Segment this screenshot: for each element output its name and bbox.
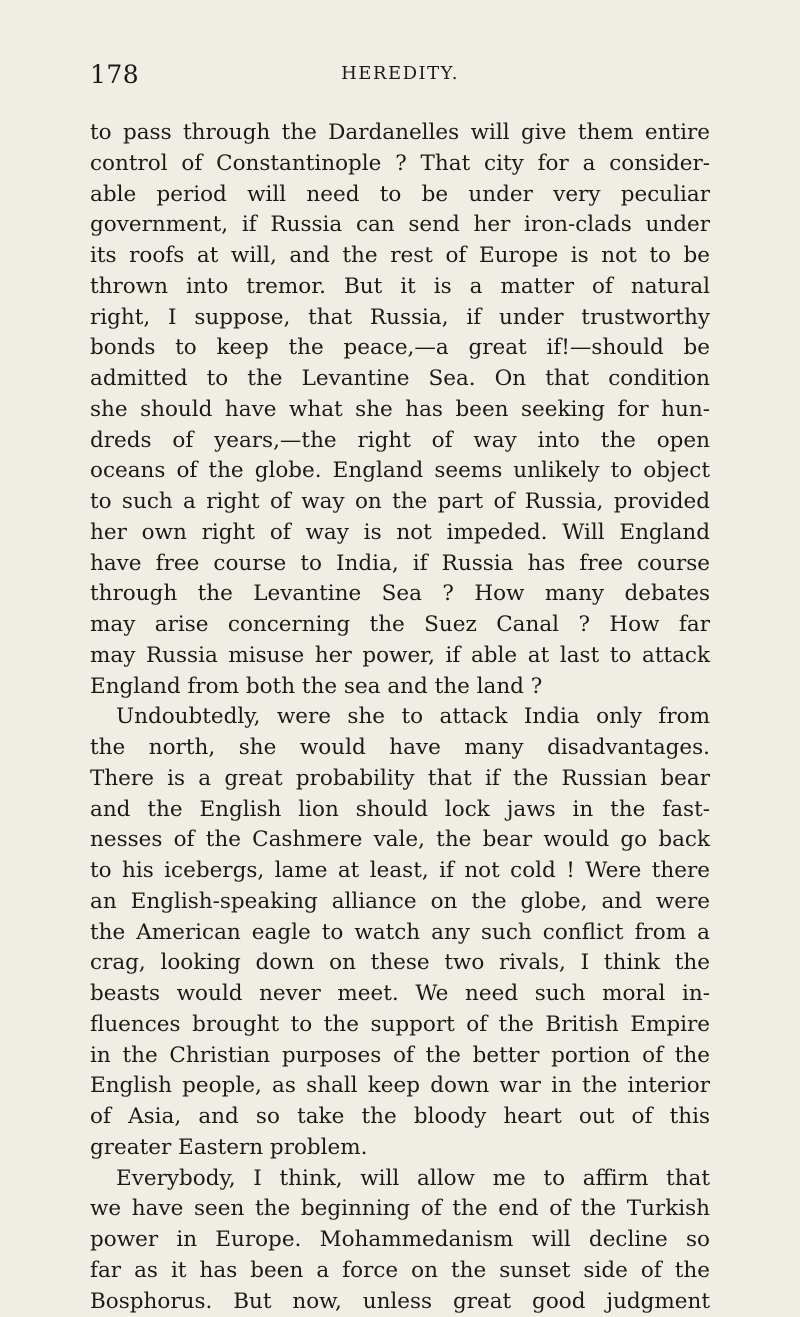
text-line: an English-speaking alliance on the globe, and were (90, 887, 710, 918)
page-number: 178 (90, 60, 139, 89)
text-line: right, I suppose, that Russia, if under trustworthy (90, 303, 710, 334)
text-line: the American eagle to watch any such conflict from a (90, 918, 710, 949)
text-line: to such a right of way on the part of Russia, provided (90, 487, 710, 518)
text-line: crag, looking down on these two rivals, I think the (90, 948, 710, 979)
page-header (90, 60, 710, 94)
text-line: power in Europe. Mohammedanism will decline so (90, 1225, 710, 1256)
text-line: oceans of the globe. England seems unlikely to object (90, 456, 710, 487)
text-line: she should have what she has been seeking for hun- (90, 395, 710, 426)
text-line: Everybody, I think, will allow me to affirm that (90, 1164, 710, 1195)
text-line: dreds of years,—the right of way into the open (90, 426, 710, 457)
text-line: beasts would never meet. We need such moral in- (90, 979, 710, 1010)
text-line: Bosphorus. But now, unless great good judgment (90, 1287, 710, 1317)
text-line: There is a great probability that if the Russian bear (90, 764, 710, 795)
text-line: thrown into tremor. But it is a matter of natural (90, 272, 710, 303)
text-line: able period will need to be under very peculiar (90, 180, 710, 211)
text-line: Undoubtedly, were she to attack India only from (90, 702, 710, 733)
text-line: to his icebergs, lame at least, if not cold ! Were there (90, 856, 710, 887)
text-line: have free course to India, if Russia has free course (90, 549, 710, 580)
text-line: of Asia, and so take the bloody heart out of this (90, 1102, 710, 1133)
text-line: through the Levantine Sea ? How many debates (90, 579, 710, 610)
text-line: we have seen the beginning of the end of the Turkish (90, 1194, 710, 1225)
text-line: its roofs at will, and the rest of Europe is not to be (90, 241, 710, 272)
text-line: greater Eastern problem. (90, 1133, 710, 1164)
text-line: government, if Russia can send her iron-clads under (90, 210, 710, 241)
text-line: and the English lion should lock jaws in the fast- (90, 795, 710, 826)
text-line: England from both the sea and the land ? (90, 672, 710, 703)
text-line: far as it has been a force on the sunset side of the (90, 1256, 710, 1287)
text-line: may arise concerning the Suez Canal ? How far (90, 610, 710, 641)
text-line: admitted to the Levantine Sea. On that condition (90, 364, 710, 395)
running-head: HEREDITY. (90, 63, 710, 84)
text-line: to pass through the Dardanelles will give them entire (90, 118, 710, 149)
text-line: may Russia misuse her power, if able at last to attack (90, 641, 710, 672)
text-line: the north, she would have many disadvantages. (90, 733, 710, 764)
text-line: bonds to keep the peace,—a great if!—should be (90, 333, 710, 364)
text-line: in the Christian purposes of the better portion of the (90, 1041, 710, 1072)
text-line: nesses of the Cashmere vale, the bear would go back (90, 825, 710, 856)
text-line: English people, as shall keep down war in the interior (90, 1071, 710, 1102)
text-line: her own right of way is not impeded. Will England (90, 518, 710, 549)
text-line: control of Constantinople ? That city for a consider- (90, 149, 710, 180)
text-line: fluences brought to the support of the British Empire (90, 1010, 710, 1041)
body-text (90, 118, 710, 1317)
